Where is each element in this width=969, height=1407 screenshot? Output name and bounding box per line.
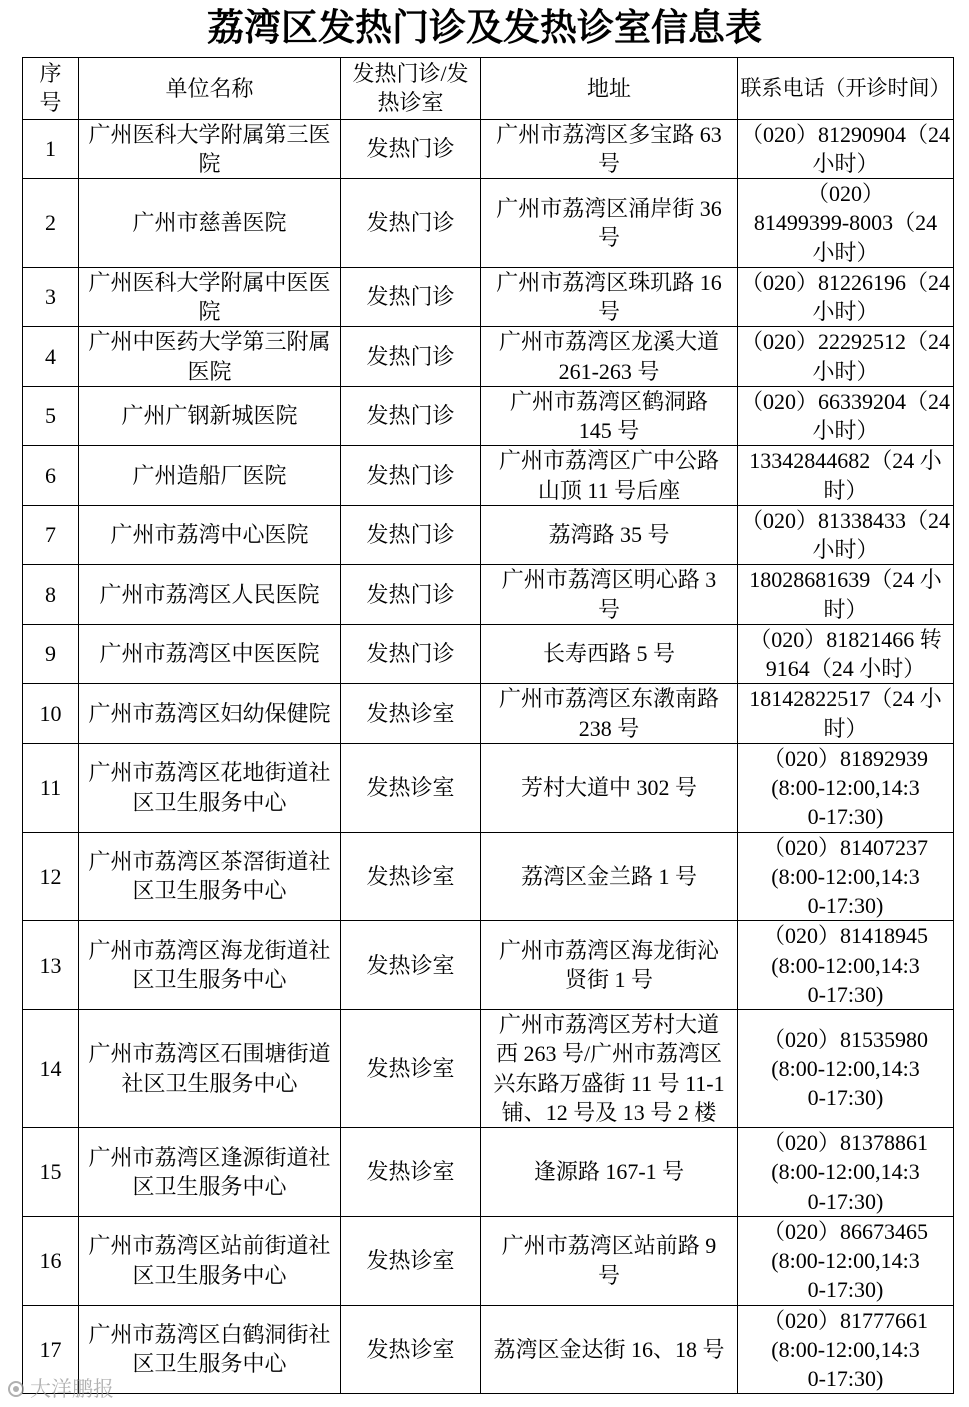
cell-text-line: 10 — [39, 700, 62, 726]
cell-text-line: 号 — [597, 596, 620, 622]
cell-index — [23, 684, 79, 744]
cell-text-line: 发热诊室 — [366, 863, 455, 889]
cell-text-line: 荔湾路 35 号 — [548, 522, 670, 548]
cell-text-line: （020）86673465 — [762, 1218, 928, 1244]
cell-text-line: 广州市荔湾区海龙街沁 — [498, 937, 719, 963]
cell-name — [79, 327, 341, 387]
cell-index — [23, 327, 79, 387]
cell-text-line: 芳村大道中 302 号 — [520, 775, 697, 800]
cell-address — [481, 684, 738, 744]
cell-text-line: （020）66339204（24 — [740, 388, 950, 414]
cell-text-line: 广州市荔湾区妇幼保健院 — [88, 700, 331, 726]
cell-address — [481, 179, 738, 268]
cell-name — [79, 446, 341, 506]
cell-text-line: 西 263 号/广州市荔湾区 — [495, 1041, 723, 1067]
cell-text-line: 261-263 号 — [558, 358, 660, 384]
cell-text-line: 地址 — [586, 75, 631, 101]
cell-index — [23, 505, 79, 565]
cell-text-line: (8:00-12:00,14:3 — [771, 1336, 920, 1362]
cell-type — [341, 624, 481, 684]
table-row — [23, 119, 954, 179]
cell-text-line: 18142822517（24 小 — [749, 686, 942, 712]
cell-text-line: （020）81338433（24 — [740, 507, 950, 533]
cell-phone — [738, 1010, 954, 1128]
cell-text-line: 16 — [39, 1248, 62, 1273]
table-row — [23, 386, 954, 446]
cell-text-line: (8:00-12:00,14:3 — [771, 1159, 920, 1185]
cell-text-line: 发热门诊 — [366, 284, 455, 310]
cell-phone — [738, 743, 954, 832]
cell-type — [341, 119, 481, 179]
cell-text-line: 广州市荔湾区站前街道社 — [88, 1233, 331, 1259]
cell-type — [341, 1216, 481, 1305]
cell-phone — [738, 386, 954, 446]
table-row — [23, 921, 954, 1010]
cell-phone — [738, 179, 954, 268]
cell-phone — [738, 624, 954, 684]
cell-type — [341, 327, 481, 387]
cell-text-line: 小时） — [812, 299, 879, 324]
cell-text-line: 院 — [198, 150, 221, 176]
cell-text-line: 广州市荔湾区珠玑路 16 — [496, 269, 722, 295]
table-row — [23, 267, 954, 327]
cell-address — [481, 1216, 738, 1305]
table-row — [23, 1128, 954, 1217]
cell-text-line: 联系电话（开诊时间） — [740, 75, 951, 100]
cell-text-line: 广州市荔湾中心医院 — [110, 522, 309, 548]
cell-text-line: 广州市荔湾区芳村大道 — [498, 1012, 719, 1037]
cell-text-line: 145 号 — [578, 418, 640, 443]
cell-phone — [738, 1128, 954, 1217]
cell-text-line: 4 — [45, 343, 56, 369]
cell-address — [481, 743, 738, 832]
cell-address — [481, 446, 738, 506]
cell-text-line: 发热诊室 — [366, 1248, 455, 1273]
cell-name — [79, 119, 341, 179]
cell-type — [341, 684, 481, 744]
cell-text-line: （020）22292512（24 — [740, 329, 950, 355]
cell-address — [481, 1010, 738, 1128]
cell-type — [341, 1305, 481, 1394]
cell-type — [341, 832, 481, 921]
table-row — [23, 179, 954, 268]
cell-type — [341, 386, 481, 446]
cell-name — [79, 624, 341, 684]
cell-text-line: 0-17:30) — [807, 1085, 884, 1111]
cell-text-line: （020）81407237 — [762, 834, 928, 860]
cell-index — [23, 1010, 79, 1128]
cell-text-line: (8:00-12:00,14:3 — [771, 1248, 920, 1273]
cell-address — [481, 386, 738, 446]
cell-phone — [738, 327, 954, 387]
cell-text-line: 发热门诊 — [366, 581, 455, 607]
cell-text-line: 号 — [597, 150, 620, 176]
cell-text-line: 9 — [45, 641, 56, 667]
cell-text-line: 发热门诊 — [366, 343, 455, 369]
cell-text-line: 0-17:30) — [807, 804, 884, 830]
cell-phone — [738, 921, 954, 1010]
cell-text-line: 81499399-8003（24 — [753, 210, 938, 236]
clinic-info-table — [22, 57, 954, 1394]
header-row — [23, 58, 954, 120]
cell-type — [341, 921, 481, 1010]
cell-address — [481, 624, 738, 684]
cell-text-line: 广州市荔湾区龙溪大道 — [498, 329, 719, 355]
cell-text-line: （020）81290904（24 — [740, 121, 950, 147]
cell-type — [341, 743, 481, 832]
cell-text-line: 14 — [39, 1055, 62, 1081]
cell-phone — [738, 832, 954, 921]
cell-text-line: 8 — [45, 581, 56, 607]
table-row — [23, 446, 954, 506]
cell-index — [23, 119, 79, 179]
cell-text-line: 社区卫生服务中心 — [121, 1070, 298, 1096]
cell-name — [79, 386, 341, 446]
cell-text-line: 广州医科大学附属第三医 — [88, 121, 331, 147]
cell-text-line: 广州市荔湾区涌岸街 36 — [496, 195, 722, 221]
cell-text-line: 13 — [39, 952, 62, 978]
table-header — [23, 58, 954, 120]
cell-text-line: 17 — [39, 1336, 62, 1362]
cell-text-line: 广州市荔湾区中医医院 — [99, 641, 320, 667]
cell-name — [79, 1128, 341, 1217]
cell-type — [341, 267, 481, 327]
header-index — [23, 58, 79, 120]
cell-address — [481, 1305, 738, 1394]
cell-index — [23, 1128, 79, 1217]
cell-name — [79, 832, 341, 921]
cell-name — [79, 1305, 341, 1394]
cell-text-line: 医院 — [187, 358, 232, 384]
cell-text-line: 发热门诊 — [366, 210, 455, 236]
cell-text-line: 广州市荔湾区广中公路 — [498, 448, 719, 474]
cell-address — [481, 327, 738, 387]
cell-text-line: 0-17:30) — [807, 893, 884, 918]
cell-text-line: 5 — [45, 403, 56, 429]
header-phone — [738, 58, 954, 120]
cell-text-line: 序 — [39, 61, 62, 86]
watermark-logo-icon — [8, 1381, 24, 1397]
cell-text-line: 11 — [39, 775, 62, 800]
cell-text-line: 广州市荔湾区多宝路 63 — [496, 121, 722, 147]
cell-text-line: 1 — [45, 136, 56, 162]
cell-text-line: 发热诊室 — [366, 952, 455, 978]
cell-text-line: 发热门诊 — [366, 522, 455, 548]
cell-index — [23, 267, 79, 327]
table-row — [23, 684, 954, 744]
cell-index — [23, 743, 79, 832]
cell-name — [79, 684, 341, 744]
cell-type — [341, 179, 481, 268]
cell-text-line: 区卫生服务中心 — [132, 878, 287, 904]
cell-phone — [738, 267, 954, 327]
cell-phone — [738, 1216, 954, 1305]
cell-text-line: 发热门诊 — [366, 403, 455, 429]
cell-index — [23, 565, 79, 625]
cell-address — [481, 267, 738, 327]
cell-text-line: 铺、12 号及 13 号 2 楼 — [501, 1099, 717, 1125]
cell-text-line: 小时） — [812, 150, 879, 176]
cell-name — [79, 1216, 341, 1305]
cell-text-line: 号 — [597, 1262, 620, 1288]
cell-text-line: 广州市荔湾区站前路 9 — [501, 1233, 717, 1259]
cell-text-line: 发热门诊 — [366, 136, 455, 162]
header-type — [341, 58, 481, 120]
cell-name — [79, 1010, 341, 1128]
cell-index — [23, 1216, 79, 1305]
cell-phone — [738, 565, 954, 625]
cell-text-line: 广州市荔湾区逢源街道社 — [88, 1144, 331, 1170]
cell-text-line: 18028681639（24 小 — [749, 567, 942, 593]
cell-text-line: 0-17:30) — [807, 1277, 884, 1303]
table-row — [23, 624, 954, 684]
cell-text-line: 区卫生服务中心 — [132, 1173, 287, 1199]
cell-address — [481, 832, 738, 921]
cell-text-line: 0-17:30) — [807, 1366, 884, 1391]
cell-text-line: 发热诊室 — [366, 1336, 455, 1362]
cell-name — [79, 505, 341, 565]
cell-text-line: 发热诊室 — [366, 700, 455, 726]
cell-text-line: 广州医科大学附属中医医 — [88, 269, 331, 295]
cell-type — [341, 505, 481, 565]
header-address — [481, 58, 738, 120]
cell-text-line: 9164（24 小时） — [765, 656, 926, 681]
cell-text-line: 7 — [45, 522, 56, 548]
cell-text-line: 广州市荔湾区海龙街道社 — [88, 937, 331, 963]
cell-text-line: 时） — [823, 715, 868, 741]
cell-text-line: 13342844682（24 小 — [749, 448, 942, 474]
cell-text-line: 12 — [39, 863, 62, 889]
cell-text-line: 0-17:30) — [807, 1188, 884, 1214]
cell-text-line: 小时） — [812, 418, 879, 443]
cell-text-line: 广州市慈善医院 — [132, 210, 287, 236]
table-row — [23, 327, 954, 387]
cell-text-line: 山顶 11 号后座 — [537, 477, 681, 503]
cell-text-line: (8:00-12:00,14:3 — [771, 1055, 920, 1081]
table-row — [23, 832, 954, 921]
cell-address — [481, 119, 738, 179]
cell-text-line: （020）81226196（24 — [740, 269, 950, 295]
cell-address — [481, 565, 738, 625]
cell-text-line: 238 号 — [578, 715, 640, 741]
cell-text-line: (8:00-12:00,14:3 — [771, 775, 920, 800]
cell-phone — [738, 505, 954, 565]
cell-text-line: 3 — [45, 284, 56, 310]
cell-text-line: 发热诊室 — [366, 1159, 455, 1185]
table-row — [23, 1216, 954, 1305]
cell-text-line: 区卫生服务中心 — [132, 1262, 287, 1288]
cell-text-line: （020）81418945 — [762, 923, 928, 949]
cell-text-line: 小时） — [812, 239, 879, 265]
table-body — [23, 119, 954, 1394]
cell-text-line: 发热门诊 — [366, 462, 455, 488]
cell-text-line: 荔湾区金兰路 1 号 — [520, 863, 697, 889]
cell-name — [79, 921, 341, 1010]
cell-text-line: 号 — [39, 90, 62, 116]
cell-phone — [738, 1305, 954, 1394]
cell-text-line: 发热门诊/发 — [352, 61, 469, 86]
cell-index — [23, 179, 79, 268]
cell-type — [341, 565, 481, 625]
cell-text-line: 号 — [597, 299, 620, 324]
cell-text-line: 兴东路万盛街 11 号 11-1 — [493, 1070, 725, 1096]
cell-text-line: 15 — [39, 1159, 62, 1185]
header-name — [79, 58, 341, 120]
cell-text-line: 6 — [45, 462, 56, 488]
cell-text-line: 广州市荔湾区东漖南路 — [498, 686, 719, 712]
watermark — [8, 1377, 114, 1401]
cell-text-line: 区卫生服务中心 — [132, 1351, 287, 1377]
cell-text-line: （020）81821466 转 — [749, 626, 942, 652]
cell-text-line: 荔湾区金达街 16、18 号 — [493, 1336, 725, 1362]
cell-address — [481, 1128, 738, 1217]
cell-text-line: 广州市荔湾区鹤洞路 — [509, 388, 708, 414]
watermark-text: 大洋鹏报 — [30, 1377, 114, 1401]
table-row — [23, 505, 954, 565]
cell-type — [341, 446, 481, 506]
page-title: 荔湾区发热门诊及发热诊室信息表 — [207, 8, 762, 49]
cell-text-line: （020）81535980 — [762, 1026, 928, 1052]
cell-text-line: 0-17:30) — [807, 981, 884, 1007]
cell-name — [79, 565, 341, 625]
cell-text-line: 广州市荔湾区花地街道社 — [88, 760, 331, 786]
cell-text-line: 2 — [45, 210, 56, 236]
cell-phone — [738, 119, 954, 179]
cell-text-line: 发热诊室 — [366, 775, 455, 800]
cell-text-line: 广州市荔湾区明心路 3 — [501, 567, 717, 593]
cell-text-line: 小时） — [812, 358, 879, 384]
cell-text-line: 广州市荔湾区白鹤洞街社 — [88, 1322, 331, 1348]
cell-name — [79, 267, 341, 327]
table-row — [23, 565, 954, 625]
table-row — [23, 1010, 954, 1128]
cell-text-line: 小时） — [812, 537, 879, 562]
cell-text-line: 广州市荔湾区人民医院 — [99, 581, 320, 607]
cell-index — [23, 832, 79, 921]
cell-text-line: 热诊室 — [377, 90, 444, 116]
cell-text-line: 区卫生服务中心 — [132, 789, 287, 815]
cell-text-line: 广州造船厂医院 — [132, 462, 287, 488]
cell-index — [23, 446, 79, 506]
cell-text-line: 时） — [823, 477, 868, 503]
cell-name — [79, 743, 341, 832]
table-row — [23, 743, 954, 832]
cell-text-line: 发热门诊 — [366, 641, 455, 667]
cell-text-line: 单位名称 — [165, 75, 254, 101]
cell-address — [481, 921, 738, 1010]
table-row — [23, 1305, 954, 1394]
cell-text-line: 院 — [198, 299, 221, 324]
cell-index — [23, 386, 79, 446]
cell-type — [341, 1128, 481, 1217]
cell-text-line: 广州广钢新城医院 — [121, 403, 298, 429]
cell-text-line: 时） — [823, 596, 868, 622]
cell-text-line: 发热诊室 — [366, 1055, 455, 1081]
cell-text-line: 区卫生服务中心 — [132, 967, 287, 993]
cell-text-line: 贤街 1 号 — [564, 967, 653, 993]
cell-index — [23, 624, 79, 684]
cell-text-line: 广州中医药大学第三附属 — [88, 329, 331, 355]
cell-text-line: 广州市荔湾区茶滘街道社 — [88, 849, 331, 875]
cell-text-line: (8:00-12:00,14:3 — [771, 952, 920, 978]
cell-text-line: （020）81777661 — [762, 1307, 928, 1333]
cell-text-line: 广州市荔湾区石围塘街道 — [88, 1041, 331, 1067]
cell-text-line: （020）81892939 — [762, 745, 928, 771]
cell-text-line: （020） — [806, 181, 884, 206]
cell-address — [481, 505, 738, 565]
cell-phone — [738, 446, 954, 506]
cell-text-line: 逢源路 167-1 号 — [533, 1159, 685, 1185]
cell-text-line: (8:00-12:00,14:3 — [771, 863, 920, 889]
cell-name — [79, 179, 341, 268]
cell-text-line: 号 — [597, 224, 620, 250]
cell-index — [23, 921, 79, 1010]
cell-text-line: 长寿西路 5 号 — [542, 641, 675, 667]
cell-text-line: （020）81378861 — [762, 1130, 928, 1155]
cell-phone — [738, 684, 954, 744]
cell-type — [341, 1010, 481, 1128]
